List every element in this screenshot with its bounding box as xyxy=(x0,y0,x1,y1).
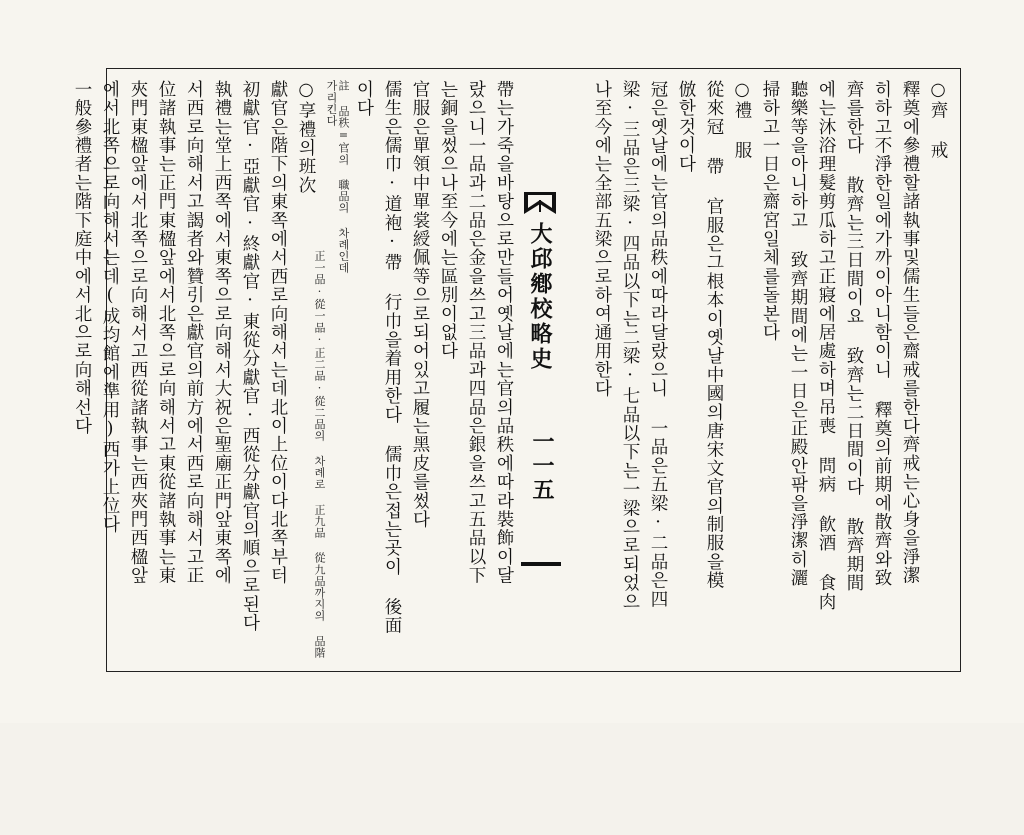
text-column: 一般參禮者는階下庭中에서北으로向해선다 xyxy=(72,80,92,436)
gutter-rule xyxy=(521,562,561,566)
text-column: 나至今에는全部五梁으로하여通用한다 xyxy=(592,80,612,398)
text-column: 에서北쪽으로向해서는데(成均館에準用)西가上位다 xyxy=(100,80,120,534)
text-column: 랐으니一品과二品은金을쓰고三品과四品은銀을쓰고五品以下 xyxy=(466,80,486,585)
note-label: 註 xyxy=(337,80,350,92)
text-column: 帶는가죽을바탕으로만들어옛날에는官의品秩에따라裝飾이달 xyxy=(494,80,514,585)
text-column: 位諸執事는正門東楹앞에서北쪽으로向해서고東從諸執事는東 xyxy=(156,80,176,585)
text-column: 釋奠에參禮할諸執事및儒生들은齋戒를한다齊戒는心身을淨潔 xyxy=(900,80,920,585)
text-column: 儒生은儒巾·道袍·帶 行巾을着用한다 儒巾은접는곳이 後面 xyxy=(382,80,402,635)
note-column: 正一品·從一品·正二品·從二品의 차례로 正九品 從九品까지의 品階 xyxy=(313,250,326,659)
text-column: 히하고不淨한일에가까이아니함이니 釋奠의前期에散齊와致 xyxy=(872,80,892,588)
text-column: ○禮 服 xyxy=(732,80,752,160)
text-column: ○齊 戒 xyxy=(928,80,948,160)
text-column: 夾門東楹앞에서北쪽으로向해서고西從諸執事는西夾門西楹앞 xyxy=(128,80,148,585)
note-column: 가리킨다 xyxy=(325,80,338,127)
text-column: ○享禮의班次 xyxy=(296,80,316,195)
note-text: 品秩=官의 職品의 차례인데 xyxy=(337,105,350,274)
text-column: 서西로向해서고謁者와贊引은獻官의前方에서西로向해서고正 xyxy=(184,80,204,585)
text-column: 는銅을썼으나至今에는區別이없다 xyxy=(438,80,458,361)
running-title: 大邱鄕校略史 xyxy=(527,222,553,372)
center-gutter xyxy=(517,72,565,502)
text-column: 執禮는堂上西쪽에서東쪽으로向해서大祝은聖廟正門앞東쪽에 xyxy=(212,80,232,585)
text-column: 官服은單領中單裳綬佩等으로되어있고履는黑皮를썼다 xyxy=(410,80,430,529)
fishtail-ornament xyxy=(522,190,558,216)
text-column: 掃하고一日은齋宮일체를돌본다 xyxy=(760,80,780,342)
text-column: 에는沐浴理髮剪瓜하고正寢에居處하며吊喪 問病 飮酒 食肉 xyxy=(816,80,836,612)
page-number: 一一五 xyxy=(529,430,555,502)
text-column: 初獻官·亞獻官·終獻官·東從分獻官·西從分獻官의順으로된다 xyxy=(240,80,260,633)
text-column: 梁·三品은三梁·四品以下는二梁·七品以下는一梁으로되었으 xyxy=(620,80,640,612)
text-column: 聽樂等을아니하고 致齊期間에는一日은正殿안팎을淨潔히灑 xyxy=(788,80,808,588)
text-column: 齊를한다 散齊는三日間이요 致齊는二日間이다 散齊期間 xyxy=(844,80,864,593)
text-column: 獻官은階下의東쪽에서西로向해서는데北이上位이다北쪽부터 xyxy=(268,80,288,585)
text-column: 從來冠 帶 官服은그根本이옛날中國의唐宋文官의制服을模 xyxy=(704,80,724,590)
note-column xyxy=(336,80,350,665)
text-column: 冠은옛날에는官의品秩에따라달랐으니 一品은五梁·二品은四 xyxy=(648,80,668,609)
text-column: 이다 xyxy=(354,80,374,118)
text-column: 倣한것이다 xyxy=(676,80,696,174)
